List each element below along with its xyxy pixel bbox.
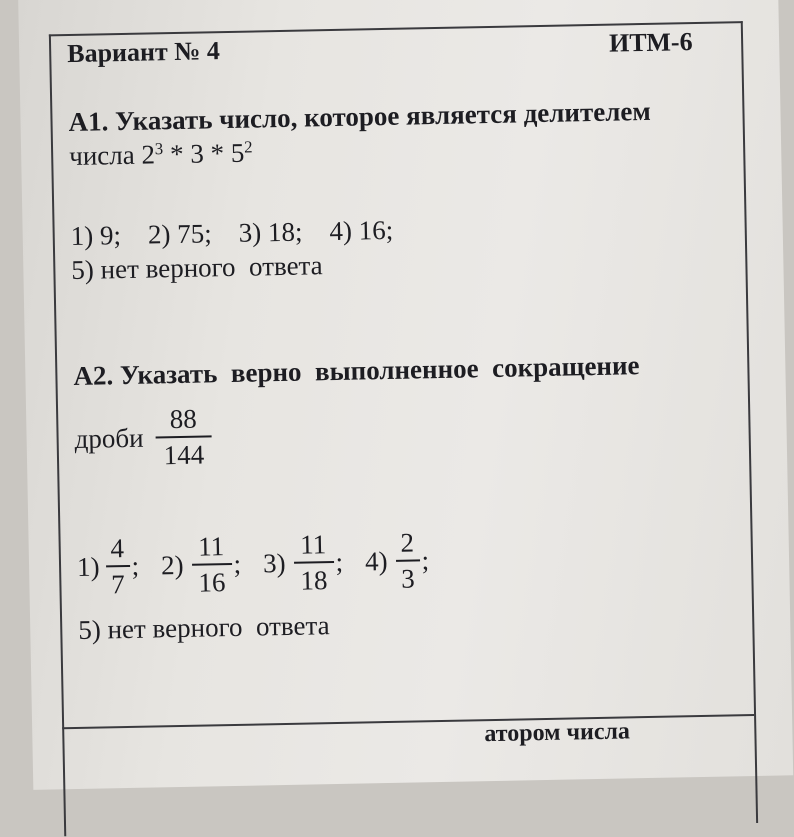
a2-fraction-denominator: 144: [163, 439, 205, 471]
a2-option-1-numerator: 4: [110, 533, 125, 564]
a2-fraction-bar: [156, 436, 212, 439]
a1-mid: * 3 * 5: [163, 137, 245, 170]
a2-option-3-prefix: 3): [262, 547, 286, 579]
a2-option-2-fraction: [191, 532, 232, 597]
a1-exponent-2: 2: [243, 137, 253, 157]
a2-option-1-prefix: 1): [76, 551, 100, 582]
a2-option-3-denominator: 18: [300, 565, 328, 597]
a2-option-4-fraction: [395, 528, 420, 593]
a2-option-4-numerator: 2: [400, 527, 415, 558]
a2-text-prefix: дроби: [74, 422, 144, 454]
a2-option-1: [76, 534, 139, 600]
a2-option-2-bar: [192, 563, 232, 566]
a2-option-4-bar: [396, 560, 420, 562]
a2-main-fraction: [155, 404, 212, 470]
a2-label: А2.: [73, 360, 114, 392]
a1-text-line1: Указать число, которое является делителем: [114, 95, 651, 137]
a2-fraction-row: [74, 404, 214, 471]
a2-option-4: [364, 528, 429, 594]
a2-fraction-numerator: 88: [169, 403, 197, 435]
a2-options-row: [76, 528, 429, 599]
group-code: ИТМ-6: [608, 27, 693, 58]
a2-option-4-denominator: 3: [400, 563, 415, 595]
a2-option-3-numerator: 11: [299, 529, 327, 560]
a2-option-2-denominator: 16: [198, 567, 226, 598]
a1-answers-line2: 5) нет верного ответа: [71, 250, 323, 286]
a2-option-2: [160, 532, 241, 598]
a2-option-1-denominator: 7: [110, 569, 125, 600]
next-question-partial: атором числа: [484, 718, 631, 748]
a2-option-1-sep: ;: [131, 550, 140, 581]
a2-option-2-sep: ;: [233, 548, 242, 579]
variant-title: Вариант № 4: [66, 36, 221, 69]
a2-option-1-fraction: [105, 534, 130, 599]
a2-option-3: [262, 530, 343, 596]
a2-option-1-bar: [106, 565, 130, 567]
a2-option-4-sep: ;: [421, 545, 430, 576]
a2-option-3-sep: ;: [335, 546, 344, 577]
paper-sheet: [18, 0, 793, 790]
a1-text-prefix: числа 2: [68, 139, 156, 172]
a2-text-line1: Указать верно выполненное сокращение: [119, 350, 640, 391]
a2-option-4-prefix: 4): [364, 545, 388, 577]
a1-label: А1.: [68, 106, 109, 138]
a1-answers-line1: 1) 9; 2) 75; 3) 18; 4) 16;: [70, 214, 394, 252]
a2-option-3-bar: [294, 561, 334, 564]
a1-exponent-1: 3: [154, 139, 164, 159]
a2-option-2-numerator: 11: [197, 531, 225, 562]
a1-expression: [69, 138, 253, 173]
a2-answer-5: 5) нет верного ответа: [78, 610, 330, 645]
a2-option-3-fraction: [293, 530, 334, 595]
a2-option-2-prefix: 2): [160, 549, 184, 581]
